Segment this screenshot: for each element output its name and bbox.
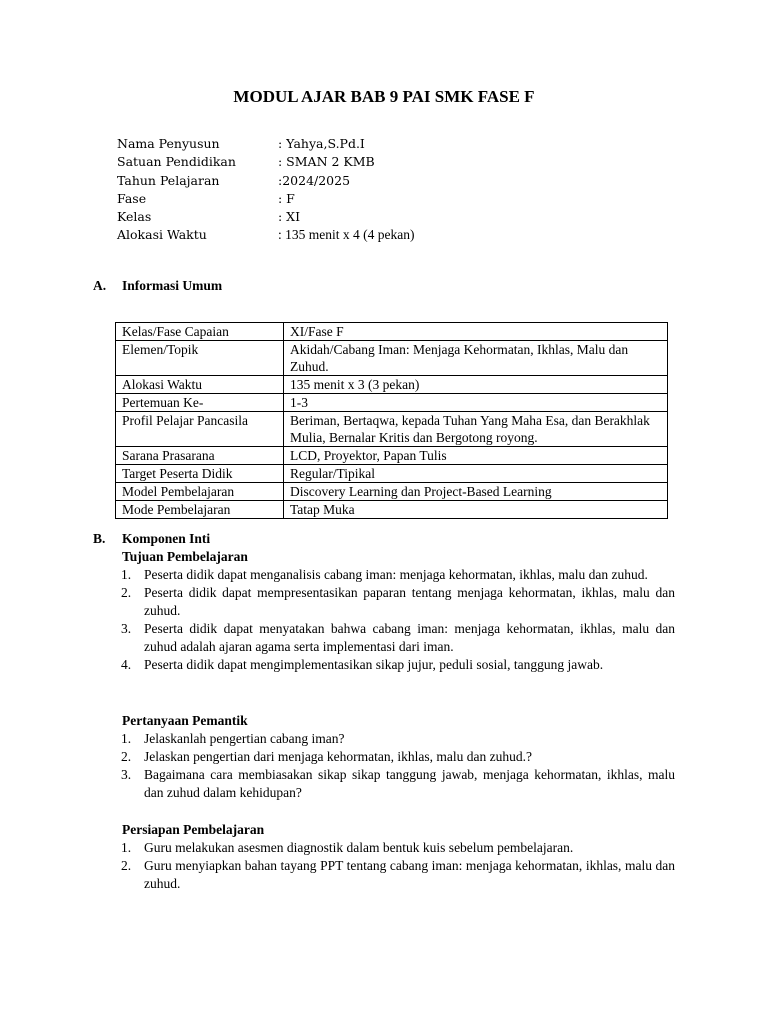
list-item [121,857,675,893]
list-number: 1. [121,567,132,582]
section-letter: B. [93,531,106,546]
list-item-text: Peserta didik dapat mengimplementasikan sikap jujur, peduli sosial, tanggung jawab. [144,657,604,672]
table-row [116,412,668,447]
identity-value: : SMAN 2 KMB [278,154,375,170]
list-item-text: Peserta didik dapat mempresentasikan paparan tentang menjaga kehormatan, ikhlas, malu dan zuhud. [144,585,675,618]
table-cell-label: Elemen/Topik [116,341,284,376]
table-cell-value: 135 menit x 3 (3 pekan) [284,376,668,394]
learning-objectives-list [122,566,675,674]
list-item [121,656,675,674]
learning-preparation-block [122,821,675,893]
identity-value: : 135 menit x 4 (4 pekan) [278,227,415,243]
table-cell-label: Sarana Prasarana [116,447,284,465]
list-item [121,584,675,620]
list-item-text: Guru menyiapkan bahan tayang PPT tentang cabang iman: menjaga kehormatan, ikhlas, malu dan zuhud. [144,858,675,891]
trigger-questions-list [122,730,675,802]
table-row [116,341,668,376]
table-cell-value: Tatap Muka [284,501,668,519]
table-cell-value: Akidah/Cabang Iman: Menjaga Kehormatan, Ikhlas, Malu dan Zuhud. [284,341,668,376]
list-item [121,730,675,748]
list-item-text: Jelaskan pengertian dari menjaga kehormatan, ikhlas, malu dan zuhud.? [144,749,532,764]
table-cell-label: Model Pembelajaran [116,483,284,501]
table-row [116,394,668,412]
list-number: 2. [121,749,132,764]
list-item-text: Jelaskanlah pengertian cabang iman? [144,731,345,746]
section-letter: A. [93,278,107,293]
list-item-text: Peserta didik dapat menganalisis cabang iman: menjaga kehormatan, ikhlas, malu dan zuhud. [144,567,648,582]
list-item [121,839,675,857]
list-number: 2. [121,858,132,873]
identity-value: :2024/2025 [278,172,351,188]
table-row [116,465,668,483]
learning-objectives-block [122,548,675,674]
identity-label: Fase [117,190,147,206]
table-cell-value: Beriman, Bertaqwa, kepada Tuhan Yang Maha Esa, dan Berakhlak Mulia, Bernalar Kritis dan Bergotong royong. [284,412,668,447]
identity-value: : Yahya,S.Pd.I [278,136,365,151]
section-title: Komponen Inti [122,531,211,546]
table-cell-value: XI/Fase F [284,323,668,341]
table-cell-label: Alokasi Waktu [116,376,284,394]
identity-row [117,172,677,190]
identity-value: : F [278,190,295,206]
list-item [121,566,675,584]
identity-value: : XI [278,209,301,225]
identity-label: Tahun Pelajaran [117,172,220,188]
list-item-text: Guru melakukan asesmen diagnostik dalam bentuk kuis sebelum pembelajaran. [144,840,574,855]
list-item [121,766,675,802]
identity-row [117,135,677,153]
identity-label: Nama Penyusun [117,136,220,151]
table-row [116,323,668,341]
list-item [121,620,675,656]
list-item-text: Bagaimana cara membiasakan sikap sikap tanggung jawab, menjaga kehormatan, ikhlas, malu dan zuhud dalam kehidupan? [144,767,675,800]
section-b-heading [93,530,210,548]
learning-objectives-heading: Tujuan Pembelajaran [122,549,248,564]
table-cell-value: Discovery Learning dan Project-Based Learning [284,483,668,501]
table-row [116,483,668,501]
identity-label: Kelas [117,209,152,225]
list-number: 2. [121,585,132,600]
table-cell-value: 1-3 [284,394,668,412]
learning-preparation-list [122,839,675,893]
list-number: 3. [121,767,132,782]
list-item [121,748,675,766]
table-cell-value: LCD, Proyektor, Papan Tulis [284,447,668,465]
table-row [116,376,668,394]
table-row [116,447,668,465]
identity-row [117,208,677,226]
identity-row [117,153,677,171]
table-cell-label: Profil Pelajar Pancasila [116,412,284,447]
trigger-questions-heading: Pertanyaan Pemantik [122,713,248,728]
table-cell-label: Kelas/Fase Capaian [116,323,284,341]
identity-row [117,226,677,244]
identity-row [117,190,677,208]
section-title: Informasi Umum [122,278,223,293]
table-row [116,501,668,519]
table-cell-label: Pertemuan Ke- [116,394,284,412]
section-a-heading [93,277,222,295]
list-item-text: Peserta didik dapat menyatakan bahwa cabang iman: menjaga kehormatan, ikhlas, malu dan zuhud adalah ajaran agama serta implementasi dari iman. [144,621,675,654]
list-number: 1. [121,840,132,855]
list-number: 3. [121,621,132,636]
page-title: MODUL AJAR BAB 9 PAI SMK FASE F [233,87,535,106]
general-info-table [115,322,668,519]
identity-label: Alokasi Waktu [117,227,207,243]
learning-preparation-heading: Persiapan Pembelajaran [122,822,265,837]
table-cell-label: Mode Pembelajaran [116,501,284,519]
identity-label: Satuan Pendidikan [117,154,236,170]
table-cell-label: Target Peserta Didik [116,465,284,483]
table-cell-value: Regular/Tipikal [284,465,668,483]
list-number: 4. [121,657,132,672]
list-number: 1. [121,731,132,746]
trigger-questions-block [122,712,675,802]
identity-block [117,135,677,245]
